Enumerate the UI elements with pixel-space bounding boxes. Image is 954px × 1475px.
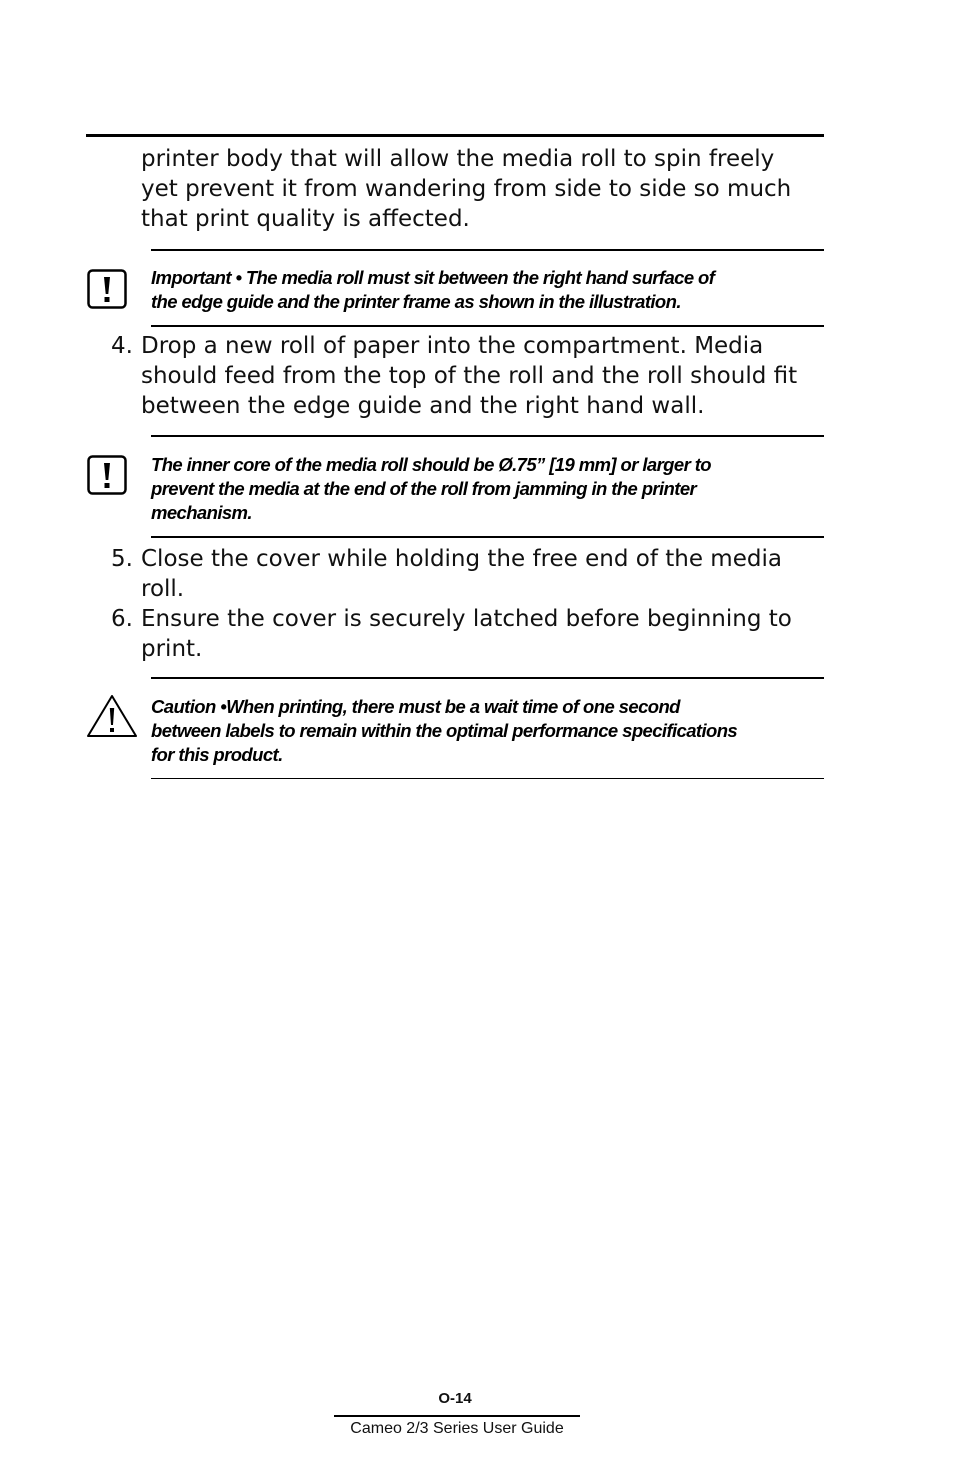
important-note [151, 266, 821, 314]
step-text [141, 331, 831, 421]
caution-note [151, 695, 821, 767]
step-line: Ensure the cover is securely latched before beginning to [141, 606, 792, 632]
top-rule [86, 134, 824, 137]
caution-note-line: for this product. [151, 744, 283, 765]
caution-note-line: Caution •When printing, there must be a wait time of one second [151, 696, 680, 717]
note-top-rule [151, 677, 824, 679]
core-size-note [151, 453, 821, 525]
important-icon [87, 269, 127, 309]
note-top-rule [151, 249, 824, 251]
step-text [141, 544, 831, 604]
footer-rule [334, 1415, 580, 1417]
step-line: should feed from the top of the roll and the roll should fit [141, 363, 798, 389]
footer-title: Cameo 2/3 Series User Guide [350, 1420, 564, 1437]
page-number: O-14 [438, 1390, 472, 1407]
caution-note-line: between labels to remain within the optimal performance specifications [151, 720, 738, 741]
caution-icon [86, 694, 138, 738]
step-line: Close the cover while holding the free end of the media [141, 546, 782, 572]
step-line: print. [141, 636, 203, 662]
important-icon [87, 455, 127, 495]
intro-paragraph [141, 144, 831, 234]
step-number: 5. [111, 546, 133, 572]
step-line: Drop a new roll of paper into the compartment. Media [141, 333, 764, 359]
note-bottom-rule [151, 325, 824, 327]
note-bottom-rule [151, 778, 824, 779]
step-number: 6. [111, 606, 133, 632]
note-top-rule [151, 435, 824, 437]
step-line: roll. [141, 576, 185, 602]
step-number: 4. [111, 333, 133, 359]
important-note-line: Important • The media roll must sit between the right hand surface of [151, 267, 715, 288]
intro-line: yet prevent it from wandering from side to side so much [141, 176, 792, 202]
core-note-line: prevent the media at the end of the roll from jamming in the printer [151, 478, 697, 499]
step-line: between the edge guide and the right hand wall. [141, 393, 705, 419]
intro-line: printer body that will allow the media roll to spin freely [141, 146, 775, 172]
core-note-line: The inner core of the media roll should be Ø.75” [19 mm] or larger to [151, 454, 711, 475]
core-note-line: mechanism. [151, 502, 252, 523]
important-note-line: the edge guide and the printer frame as shown in the illustration. [151, 291, 681, 312]
note-bottom-rule [151, 536, 824, 538]
intro-line: that print quality is affected. [141, 206, 470, 232]
step-text [141, 604, 831, 664]
